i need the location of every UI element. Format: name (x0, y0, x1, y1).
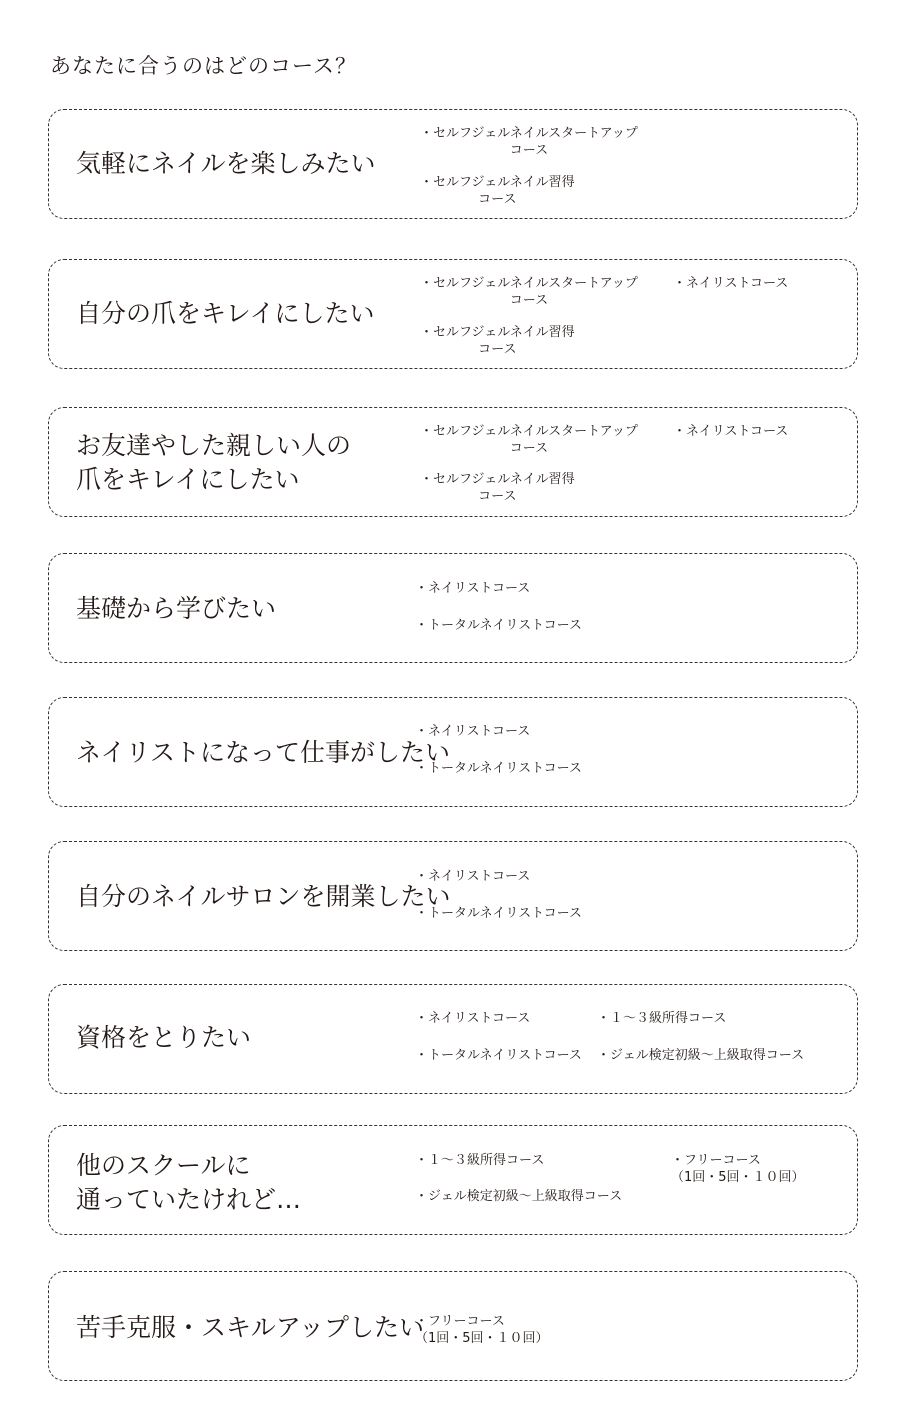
course-label: ・ネイリストコース (415, 869, 531, 884)
course-item (415, 1313, 549, 1347)
page-title: あなたに合うのはどのコース？ (50, 54, 357, 78)
card-heading: 自分の爪をキレイにしたい (76, 299, 375, 328)
course-item (671, 1152, 805, 1186)
course-item (415, 760, 582, 777)
course-label: ・ネイリストコース (415, 581, 531, 596)
course-label-cont: コース (478, 489, 517, 504)
course-card-skill-up (48, 1271, 858, 1381)
course-label-cont: コース (478, 342, 517, 357)
course-card-other-school (48, 1125, 858, 1235)
course-card-work-as-nailist (48, 697, 858, 807)
course-label: ・ジェル検定初級～上級取得コース (415, 1189, 623, 1204)
course-label: ・ネイリストコース (415, 1011, 531, 1026)
course-label: ・セルフジェルネイルスタートアップ (420, 424, 638, 439)
card-heading-line: お友達やした親しい人の (76, 431, 352, 460)
course-label: ・フリーコース (671, 1153, 761, 1168)
course-label: ・セルフジェルネイル習得 (420, 472, 575, 487)
card-heading-line: 爪をキレイにしたい (76, 465, 300, 494)
course-card-qualification (48, 984, 858, 1094)
course-label: ・セルフジェルネイルスタートアップ (420, 126, 638, 141)
course-label: ・トータルネイリストコース (415, 618, 582, 633)
course-label: ・セルフジェルネイル習得 (420, 325, 575, 340)
course-label-cont: コース (509, 441, 549, 456)
card-heading-line: 他のスクールに (76, 1151, 251, 1180)
card-heading: ネイリストになって仕事がしたい (76, 738, 451, 767)
course-label-cont: コース (509, 293, 549, 308)
course-item (415, 1047, 582, 1064)
course-item (415, 617, 582, 634)
course-label-cont: コース (509, 143, 549, 158)
course-item (420, 324, 575, 358)
course-label: ・フリーコース (415, 1314, 505, 1329)
course-item (420, 471, 575, 505)
course-item (415, 905, 582, 922)
course-item (415, 868, 530, 885)
card-heading: 基礎から学びたい (76, 594, 277, 623)
card-heading: 気軽にネイルを楽しみたい (76, 149, 376, 178)
course-card-friends-nails (48, 407, 858, 517)
card-heading: 資格をとりたい (76, 1023, 252, 1052)
course-item (415, 723, 530, 740)
course-item (415, 1152, 544, 1169)
course-label: ・トータルネイリストコース (415, 761, 582, 776)
course-item (420, 423, 638, 457)
course-item (597, 1010, 726, 1027)
course-item (420, 125, 638, 159)
course-item (415, 1010, 530, 1027)
course-item (673, 423, 788, 440)
course-card-basics (48, 553, 858, 663)
course-item (420, 174, 575, 208)
card-heading: 自分のネイルサロンを開業したい (76, 882, 451, 911)
course-label: ・ネイリストコース (673, 276, 789, 291)
course-label: ・ネイリストコース (673, 424, 789, 439)
course-label-cont: （1回・5回・１０回） (415, 1331, 549, 1346)
course-label: ・トータルネイリストコース (415, 1048, 582, 1063)
course-card-casual (48, 109, 858, 219)
card-heading (76, 1149, 301, 1217)
course-label: ・セルフジェルネイルスタートアップ (420, 276, 638, 291)
course-label-cont: （1回・5回・１０回） (671, 1170, 805, 1185)
course-item (415, 580, 530, 597)
card-heading-line: 通っていたけれど… (76, 1185, 302, 1214)
course-item (420, 275, 638, 309)
course-item (673, 275, 788, 292)
card-heading: 苦手克服・スキルアップしたい (76, 1313, 425, 1342)
course-label: ・ネイリストコース (415, 724, 531, 739)
course-label: ・セルフジェルネイル習得 (420, 175, 575, 190)
course-item (415, 1188, 622, 1205)
course-label: ・トータルネイリストコース (415, 906, 582, 921)
course-label: ・１～３級所得コース (597, 1011, 727, 1026)
course-label: ・１～３級所得コース (415, 1153, 545, 1168)
card-heading (76, 429, 351, 497)
course-card-own-nails (48, 259, 858, 369)
course-card-open-salon (48, 841, 858, 951)
course-label-cont: コース (478, 192, 517, 207)
course-item (597, 1047, 804, 1064)
course-label: ・ジェル検定初級～上級取得コース (597, 1048, 805, 1063)
